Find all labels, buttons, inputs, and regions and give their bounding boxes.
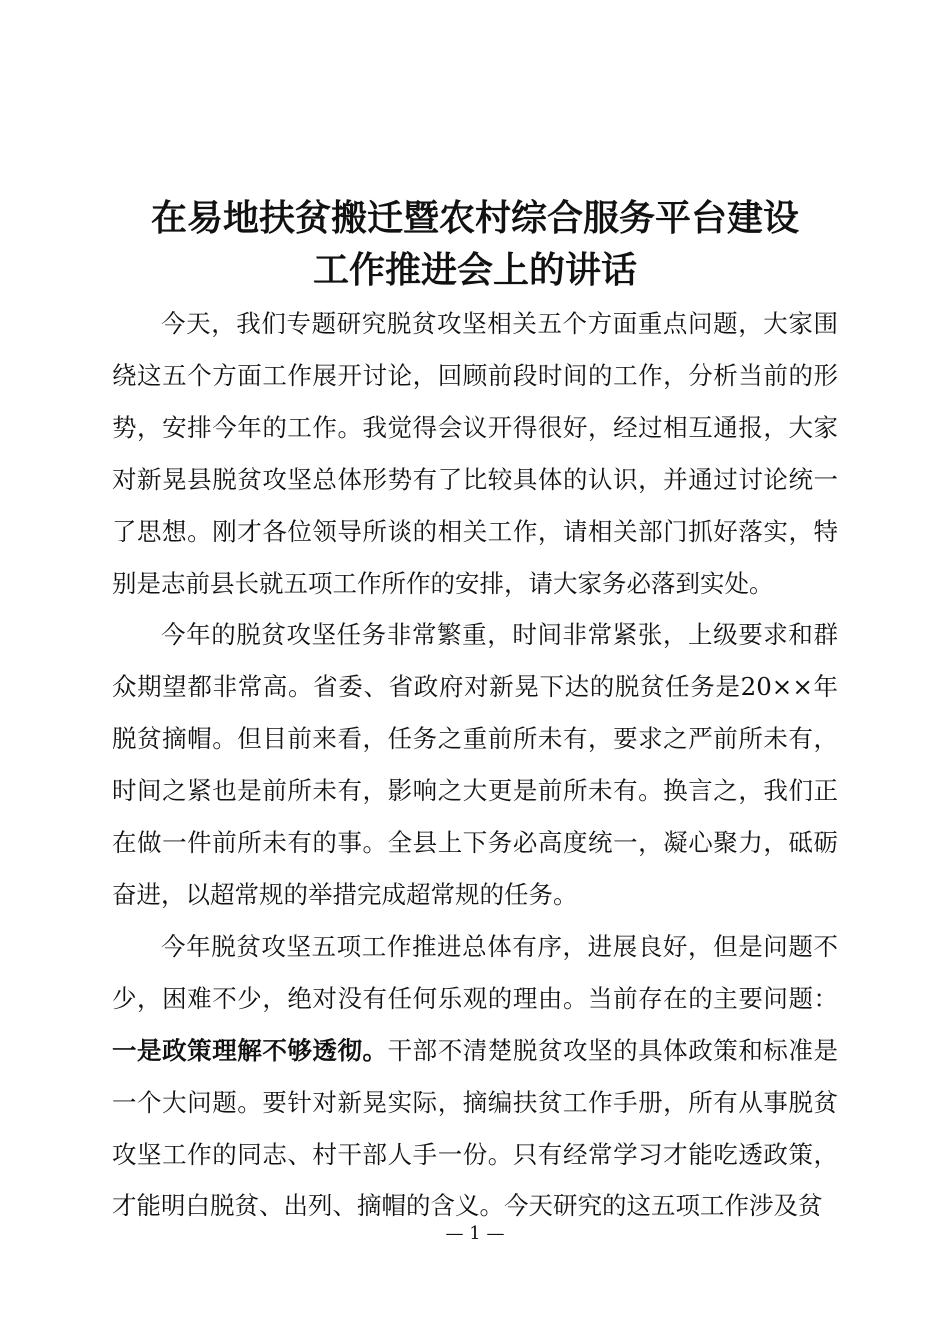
page-number: — 1 — bbox=[445, 1223, 505, 1244]
paragraph-3-bold-heading: 一是政策理解不够透彻。 bbox=[112, 1035, 388, 1065]
paragraph-1: 今天，我们专题研究脱贫攻坚相关五个方面重点问题，大家围绕这五个方面工作展开讨论，回顾前段时间的工作，分析当前的形势，安排今年的工作。我觉得会议开得很好，经过相互通报，大家对新晃县脱贫攻坚总体形势有了比较具体的认识，并通过讨论统一了思想。刚才各位领导所谈的相关工作，请相关部门抓好落实，特别是志前县长就五项工作所作的安排，请大家务必落到实处。 bbox=[112, 309, 838, 598]
paragraph-2: 今年的脱贫攻坚任务非常繁重，时间非常紧张，上级要求和群众期望都非常高。省委、省政府对新晃下达的脱贫任务是20××年脱贫摘帽。但目前来看，任务之重前所未有，要求之严前所未有，时间之紧也是前所未有，影响之大更是前所未有。换言之，我们正在做一件前所未有的事。全县上下务必高度统一，凝心聚力，砥砺奋进，以超常规的举措完成超常规的任务。 bbox=[112, 620, 838, 909]
document-body bbox=[112, 298, 838, 1232]
document-title-line-2: 工作推进会上的讲话 bbox=[312, 249, 637, 291]
paragraph-3 bbox=[112, 921, 838, 1232]
paragraph-3-text-after: 干部不清楚脱贫攻坚的具体政策和标准是一个大问题。要针对新晃实际，摘编扶贫工作手册，所有从事脱贫攻坚工作的同志、村干部人手一份。只有经常学习才能吃透政策，才能明白脱贫、出列、摘帽的含义。今天研究的这五项工作涉及贫 bbox=[112, 1035, 839, 1221]
paragraph-3-text-before: 今年脱贫攻坚五项工作推进总体有序，进展良好，但是问题不少，困难不少，绝对没有任何乐观的理由。当前存在的主要问题： bbox=[112, 931, 838, 1013]
document-title-line-1: 在易地扶贫搬迁暨农村综合服务平台建设 bbox=[150, 197, 799, 239]
